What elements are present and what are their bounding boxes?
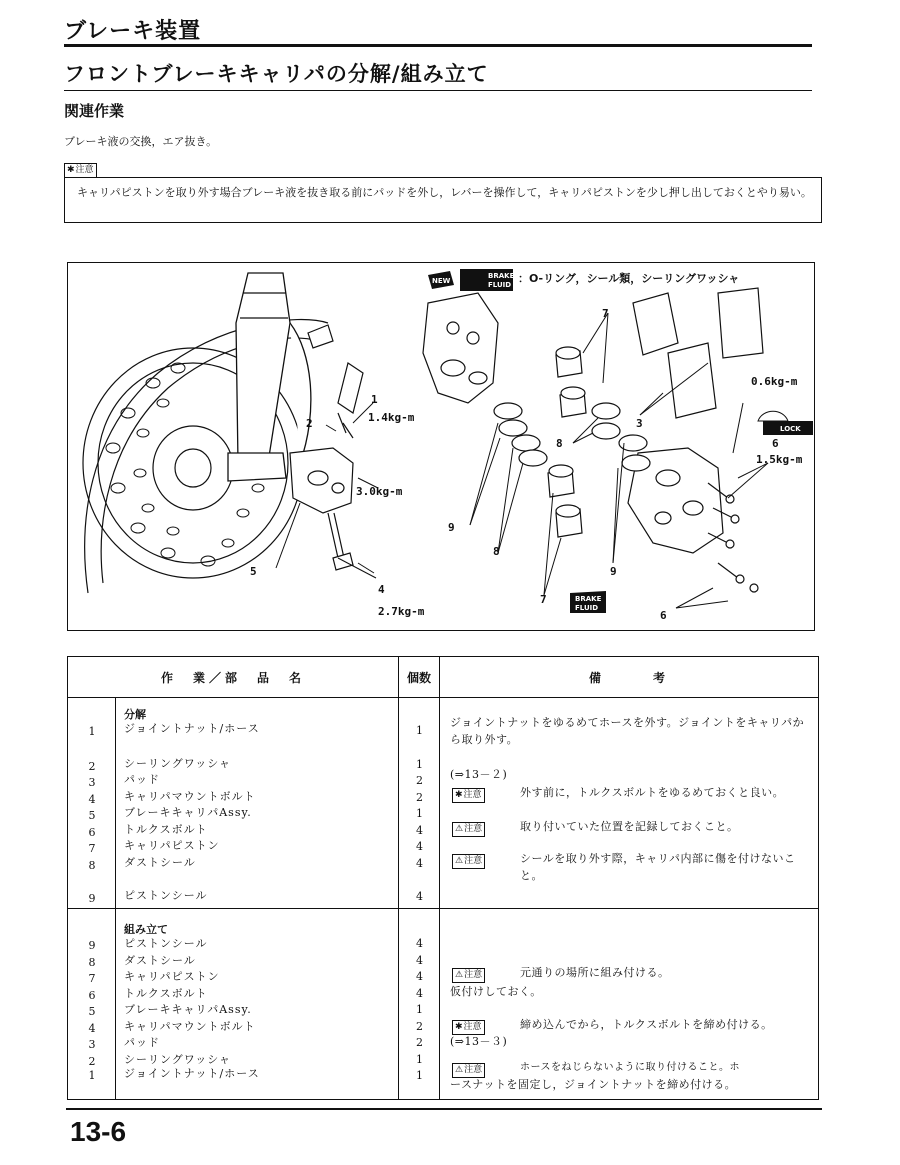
row-no: 2: [88, 760, 96, 773]
callout-6b: 6: [660, 609, 667, 622]
disassembly-numbers: [68, 698, 115, 908]
row-no: 3: [88, 776, 96, 789]
part-name: ジョイントナット/ホース: [124, 722, 260, 735]
warning-badge: [452, 968, 485, 983]
footer-rule: [66, 1108, 822, 1110]
part-qty: 4: [416, 824, 423, 837]
assembly-notes: [440, 909, 818, 1099]
caution-badge-label: 注意: [75, 165, 94, 175]
new-badge-text: NEW: [432, 277, 451, 285]
related-heading: 関連作業: [64, 102, 125, 120]
row-no: 4: [88, 793, 96, 806]
caution-text: キャリパピストンを取り外す場合ブレーキ液を抜き取る前にパッドを外し，レバーを操作して，キャリパピストンを少し押し出しておくとやり易い。: [77, 186, 812, 199]
new-part-badge: [428, 271, 454, 289]
assembly-names: [116, 909, 398, 1099]
fork-illustration: [228, 273, 311, 481]
caution-badge-label: 注意: [463, 790, 482, 800]
page-number: 13-6: [70, 1116, 127, 1147]
warning-triangle-icon: ⚠: [455, 824, 464, 834]
torque-4: 2.7kg-m: [378, 605, 425, 618]
row-no: 3: [88, 1038, 96, 1051]
note-hose-twist: ホースをねじらないように取り付けること。ホ: [520, 1062, 740, 1073]
note-record-position: 取り付いていた位置を記録しておくこと。: [520, 820, 739, 833]
asterisk-icon: ✱: [455, 1022, 463, 1032]
part-qty: 1: [416, 1003, 423, 1016]
part-name: パッド: [124, 1036, 160, 1049]
caution-badge-label: 注意: [463, 1022, 482, 1032]
disassembly-names: [116, 698, 398, 908]
part-qty: 1: [416, 758, 423, 771]
callout-8b: 8: [493, 545, 500, 558]
callout-9b: 9: [610, 565, 617, 578]
part-qty: 2: [416, 791, 423, 804]
torque-6b: 1.5kg-m: [756, 453, 803, 466]
row-no: 5: [88, 1005, 96, 1018]
callout-4: 4: [378, 583, 385, 596]
parts-table: [67, 656, 819, 1100]
callout-2: 2: [306, 417, 313, 430]
caution-badge-label: 注意: [464, 970, 483, 980]
part-name: パッド: [124, 773, 160, 786]
part-qty: 2: [416, 1036, 423, 1049]
related-text: ブレーキ液の交換，エア抜き。: [64, 135, 218, 148]
row-no: 8: [88, 859, 96, 872]
lock-badge-text: LOCK: [780, 425, 801, 433]
warning-triangle-icon: ⚠: [455, 970, 464, 980]
note-tighten-torx: 締め込んでから，トルクスボルトを締め付ける。: [520, 1018, 773, 1031]
part-name: ダストシール: [124, 954, 196, 967]
part-qty: 1: [416, 1053, 423, 1066]
part-name: キャリパピストン: [124, 970, 220, 983]
part-name: ピストンシール: [124, 889, 208, 902]
part-name: トルクスボルト: [124, 987, 208, 1000]
header-note: 備 考: [440, 657, 819, 698]
assembly-quantities: [399, 909, 439, 1099]
group-label-assembly: 組み立て: [124, 923, 168, 936]
part-name: ジョイントナット/ホース: [124, 1067, 260, 1080]
part-name: ピストンシール: [124, 937, 208, 950]
callout-1: 1: [371, 393, 378, 406]
row-no: 1: [88, 1069, 96, 1082]
torque-1: 1.4kg-m: [368, 411, 415, 424]
caution-badge: [452, 788, 485, 803]
page-title-rule: [64, 90, 812, 91]
part-qty: 1: [416, 1069, 423, 1082]
asterisk-icon: ✱: [67, 165, 75, 175]
assembly-numbers: [68, 909, 115, 1099]
part-name: ブレーキキャリパAssy.: [124, 1003, 252, 1016]
callout-3: 3: [636, 417, 643, 430]
assembly-block: [68, 909, 819, 1100]
row-no: 1: [88, 725, 96, 738]
part-qty: 2: [416, 1020, 423, 1033]
group-label-disassembly: 分解: [124, 708, 146, 721]
row-no: 5: [88, 809, 96, 822]
note-joint-nut: ジョイントナットをゆるめてホースを外す。ジョイントをキャリパから取り外す。: [450, 716, 805, 746]
brake-fluid-badge-bottom: [570, 591, 606, 613]
part-qty: 4: [416, 857, 423, 870]
part-name: キャリパピストン: [124, 839, 220, 852]
torque-3: 3.0kg-m: [356, 485, 403, 498]
part-qty: 1: [416, 724, 423, 737]
part-qty: 2: [416, 774, 423, 787]
brake-fluid-badge-line2: FLUID: [488, 281, 512, 289]
row-no: 6: [88, 989, 96, 1002]
part-qty: 4: [416, 937, 423, 950]
callout-7a: 7: [602, 307, 609, 320]
header-qty: 個数: [399, 657, 440, 698]
callout-8a: 8: [556, 437, 563, 450]
callout-9a: 9: [448, 521, 455, 534]
row-no: 4: [88, 1022, 96, 1035]
brake-fluid-badge-line2-b: FLUID: [575, 604, 599, 612]
replace-parts-note: ：O-リング，シール類，シーリングワッシャ: [518, 272, 740, 285]
brake-fluid-badge-top: [460, 269, 515, 291]
caution-badge-label: 注意: [464, 824, 483, 834]
page-title: フロントブレーキキャリパの分解/組み立て: [64, 62, 489, 86]
caution-badge: [64, 163, 97, 178]
disassembly-block: [68, 698, 819, 909]
exploded-view-figure: [67, 262, 815, 631]
note-hose-nut: ースナットを固定し，ジョイントナットを締め付ける。: [450, 1078, 737, 1091]
warning-triangle-icon: ⚠: [455, 856, 464, 866]
caution-badge-label: 注意: [464, 1065, 483, 1075]
caution-badge-label: 注意: [464, 856, 483, 866]
lock-badge: [758, 411, 813, 435]
part-qty: 4: [416, 890, 423, 903]
disassembly-notes: [440, 698, 818, 908]
torque-6a: 0.6kg-m: [751, 375, 798, 388]
warning-badge: [452, 822, 485, 837]
part-qty: 4: [416, 840, 423, 853]
part-name: ブレーキキャリパAssy.: [124, 806, 252, 819]
note-temp-fit: 仮付けしておく。: [450, 985, 542, 998]
row-no: 9: [88, 892, 96, 905]
part-qty: 1: [416, 807, 423, 820]
section-title: ブレーキ装置: [64, 19, 202, 44]
note-ref-13-3: (⇒13－３): [450, 1035, 508, 1048]
asterisk-icon: ✱: [455, 790, 463, 800]
note-torx: 外す前に，トルクスボルトをゆるめておくと良い。: [520, 786, 785, 799]
part-name: シーリングワッシャ: [124, 757, 232, 770]
callout-6a: 6: [772, 437, 779, 450]
part-name: キャリパマウントボルト: [124, 1020, 256, 1033]
part-name: シーリングワッシャ: [124, 1053, 232, 1066]
row-no: 7: [88, 972, 96, 985]
caliper-diagram: [68, 263, 814, 630]
part-qty: 4: [416, 987, 423, 1000]
brake-fluid-badge-line1: BRAKE: [488, 272, 515, 280]
part-qty: 4: [416, 970, 423, 983]
row-no: 2: [88, 1055, 96, 1068]
pistons-seals-exploded: [494, 347, 650, 537]
warning-triangle-icon: ⚠: [455, 1065, 464, 1075]
header-name: 作 業／部 品 名: [68, 657, 399, 698]
part-qty: 4: [416, 954, 423, 967]
part-name: キャリパマウントボルト: [124, 790, 256, 803]
caution-box: [64, 177, 822, 223]
pads-exploded: [633, 288, 763, 418]
table-header-row: [68, 657, 819, 698]
disassembly-quantities: [399, 698, 439, 908]
part-name: ダストシール: [124, 856, 196, 869]
row-no: 6: [88, 826, 96, 839]
note-ref-13-2: (⇒13－２): [450, 768, 508, 781]
section-rule: [64, 44, 812, 47]
part-name: トルクスボルト: [124, 823, 208, 836]
callout-7b: 7: [540, 593, 547, 606]
brake-fluid-badge-line1-b: BRAKE: [575, 595, 602, 603]
row-no: 7: [88, 842, 96, 855]
warning-badge: [452, 854, 485, 869]
note-seal-care: シールを取り外す際，キャリパ内部に傷を付けないこと。: [520, 852, 796, 882]
row-no: 8: [88, 956, 96, 969]
note-original-position: 元通りの場所に組み付ける。: [520, 966, 670, 979]
callout-5: 5: [250, 565, 257, 578]
row-no: 9: [88, 939, 96, 952]
